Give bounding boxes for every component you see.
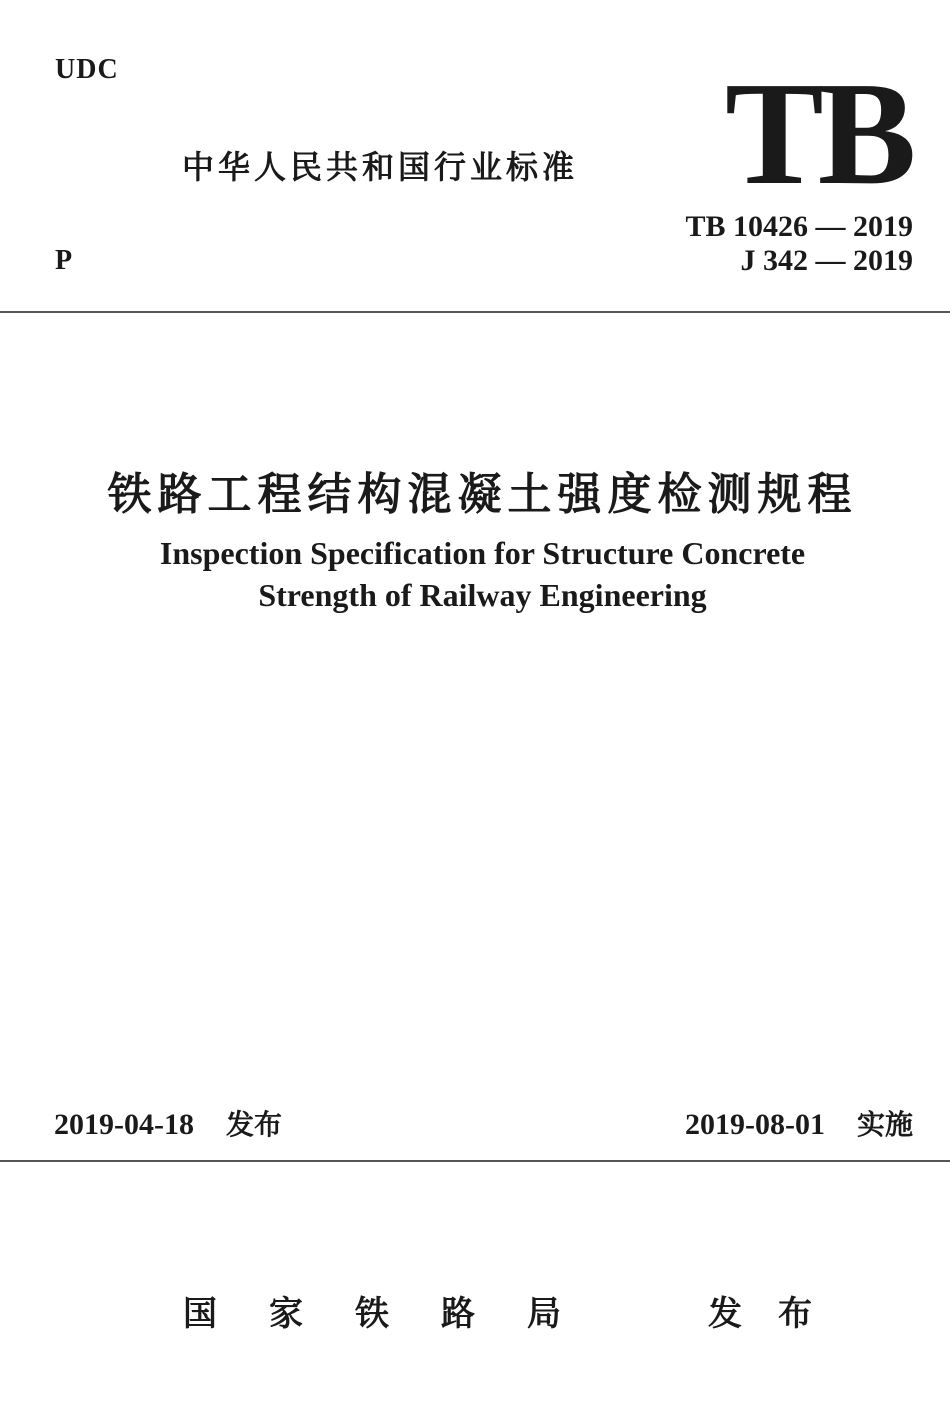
tb-logo: TB	[725, 52, 911, 216]
effective-date: 2019-08-01	[685, 1108, 825, 1141]
issue-label: 发布	[225, 1108, 282, 1141]
standard-codes	[685, 210, 913, 278]
document-title-chinese: 铁路工程结构混凝土强度检测规程	[107, 469, 858, 520]
publisher-name: 国家铁路局	[183, 1294, 613, 1334]
top-divider	[0, 311, 950, 313]
industry-standard-title: 中华人民共和国行业标准	[182, 148, 579, 186]
standard-code-secondary: J 342 — 2019	[740, 244, 913, 277]
bottom-divider	[0, 1160, 950, 1162]
standard-code-primary: TB 10426 — 2019	[685, 210, 913, 243]
title-english-line-1: Inspection Specification for Structure Concrete	[159, 535, 806, 571]
effective-date-block	[685, 1103, 913, 1143]
effective-label: 实施	[856, 1108, 913, 1141]
document-title-english	[0, 532, 950, 616]
issue-date-block	[54, 1103, 282, 1143]
issue-date: 2019-04-18	[54, 1108, 194, 1141]
classification-code: P	[55, 245, 73, 276]
title-english-line-2: Strength of Railway Engineering	[258, 577, 707, 613]
publish-label: 发布	[708, 1294, 848, 1334]
udc-label: UDC	[55, 54, 119, 85]
